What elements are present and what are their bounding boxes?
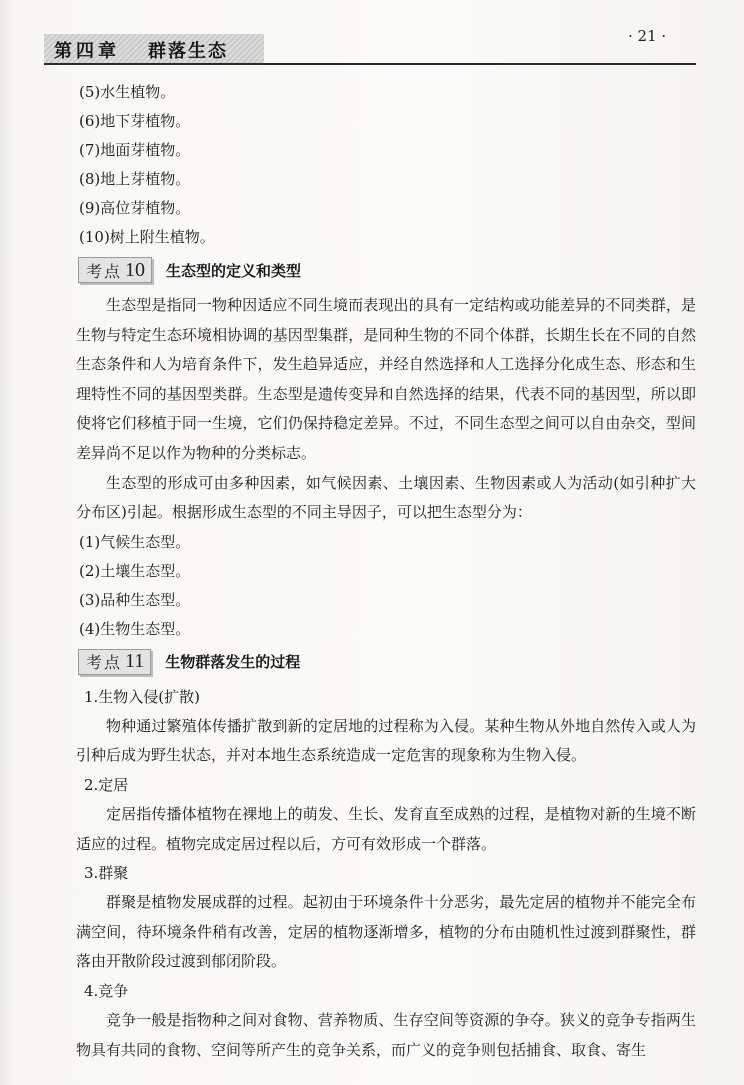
kaodian-number: 11 — [125, 650, 145, 673]
list-item: (1)气候生态型。 — [79, 532, 191, 551]
section-10-header — [78, 255, 696, 285]
section-11-header — [78, 647, 696, 677]
kaodian-label: 考点 — [86, 653, 123, 673]
kaodian-badge — [78, 257, 152, 283]
subheading: 2.定居 — [84, 775, 129, 794]
chapter-label: 第四章 — [54, 41, 120, 62]
list-item: (4)生物生态型。 — [79, 619, 191, 638]
section-title: 生态型的定义和类型 — [166, 261, 302, 280]
paragraph: 群聚是植物发展成群的过程。起初由于环境条件十分恶劣，最先定居的植物并不能完全布满空间，待环境条件稍有改善，定居的植物逐渐增多，植物的分布由随机性过渡到群聚性，群落由开散阶段过渡到郁闭阶段。 — [76, 893, 696, 971]
page-content — [76, 78, 696, 1065]
paragraph: 竞争一般是指物种之间对食物、营养物质、生存空间等资源的争夺。狭义的竞争专指两生物具有共同的食物、空间等所产生的竞争关系，而广义的竞争则包括捕食、取食、寄生 — [76, 1010, 696, 1059]
chapter-title: 群落生态 — [148, 41, 228, 62]
list-item: (6)地下芽植物。 — [79, 112, 191, 130]
kaodian-label: 考点 — [86, 261, 123, 281]
list-item: (2)土壤生态型。 — [79, 561, 191, 580]
subheading: 4.竞争 — [84, 981, 129, 1000]
subheading: 1.生物入侵(扩散) — [84, 687, 201, 706]
list-item: (5)水生植物。 — [79, 83, 176, 101]
ecotype-list — [76, 528, 696, 644]
paragraph: 物种通过繁殖体传播扩散到新的定居地的过程称为入侵。某种生物从外地自然传入或人为引种后成为野生状态，并对本地生态系统造成一定危害的现象称为生物入侵。 — [76, 716, 696, 765]
list-item: (10)树上附生植物。 — [79, 228, 215, 246]
header-rule — [44, 63, 696, 65]
list-item: (3)品种生态型。 — [79, 590, 191, 609]
list-item: (7)地面芽植物。 — [79, 141, 191, 159]
kaodian-number: 10 — [125, 258, 146, 281]
running-header — [44, 34, 696, 66]
list-item: (9)高位芽植物。 — [79, 199, 191, 217]
section-title: 生物群落发生的过程 — [165, 653, 301, 672]
paragraph: 生态型的形成可由多种因素，如气候因素、土壤因素、生物因素或人为活动(如引种扩大分布区)引起。根据形成生态型的不同主导因子，可以把生态型分为： — [76, 473, 696, 522]
plant-life-form-list — [76, 78, 696, 252]
paragraph: 定居指传播体植物在裸地上的萌发、生长、发育直至成熟的过程，是植物对新的生境不断适应的过程。植物完成定居过程以后，方可有效形成一个群落。 — [76, 804, 696, 853]
page-number: · 21 · — [628, 27, 667, 45]
list-item: (8)地上芽植物。 — [79, 170, 191, 188]
kaodian-badge — [78, 649, 151, 675]
subheading: 3.群聚 — [84, 864, 129, 883]
paragraph: 生态型是指同一物种因适应不同生境而表现出的具有一定结构或功能差异的不同类群，是生物与特定生态环境相协调的基因型集群，是同种生物的不同个体群，长期生长在不同的自然生态条件和人为培育条件下，发生趋异适应，并经自然选择和人工选择分化成生态、形态和生理特性不同的基因型类群。生态型是遗传变异和自然选择的结果，代表不同的基因型，所以即使将它们移植于同一生境，它们仍保持稳定差异。不过，不同生态型之间可以自由杂交，型间差异尚不足以作为物种的分类标志。 — [76, 296, 696, 462]
